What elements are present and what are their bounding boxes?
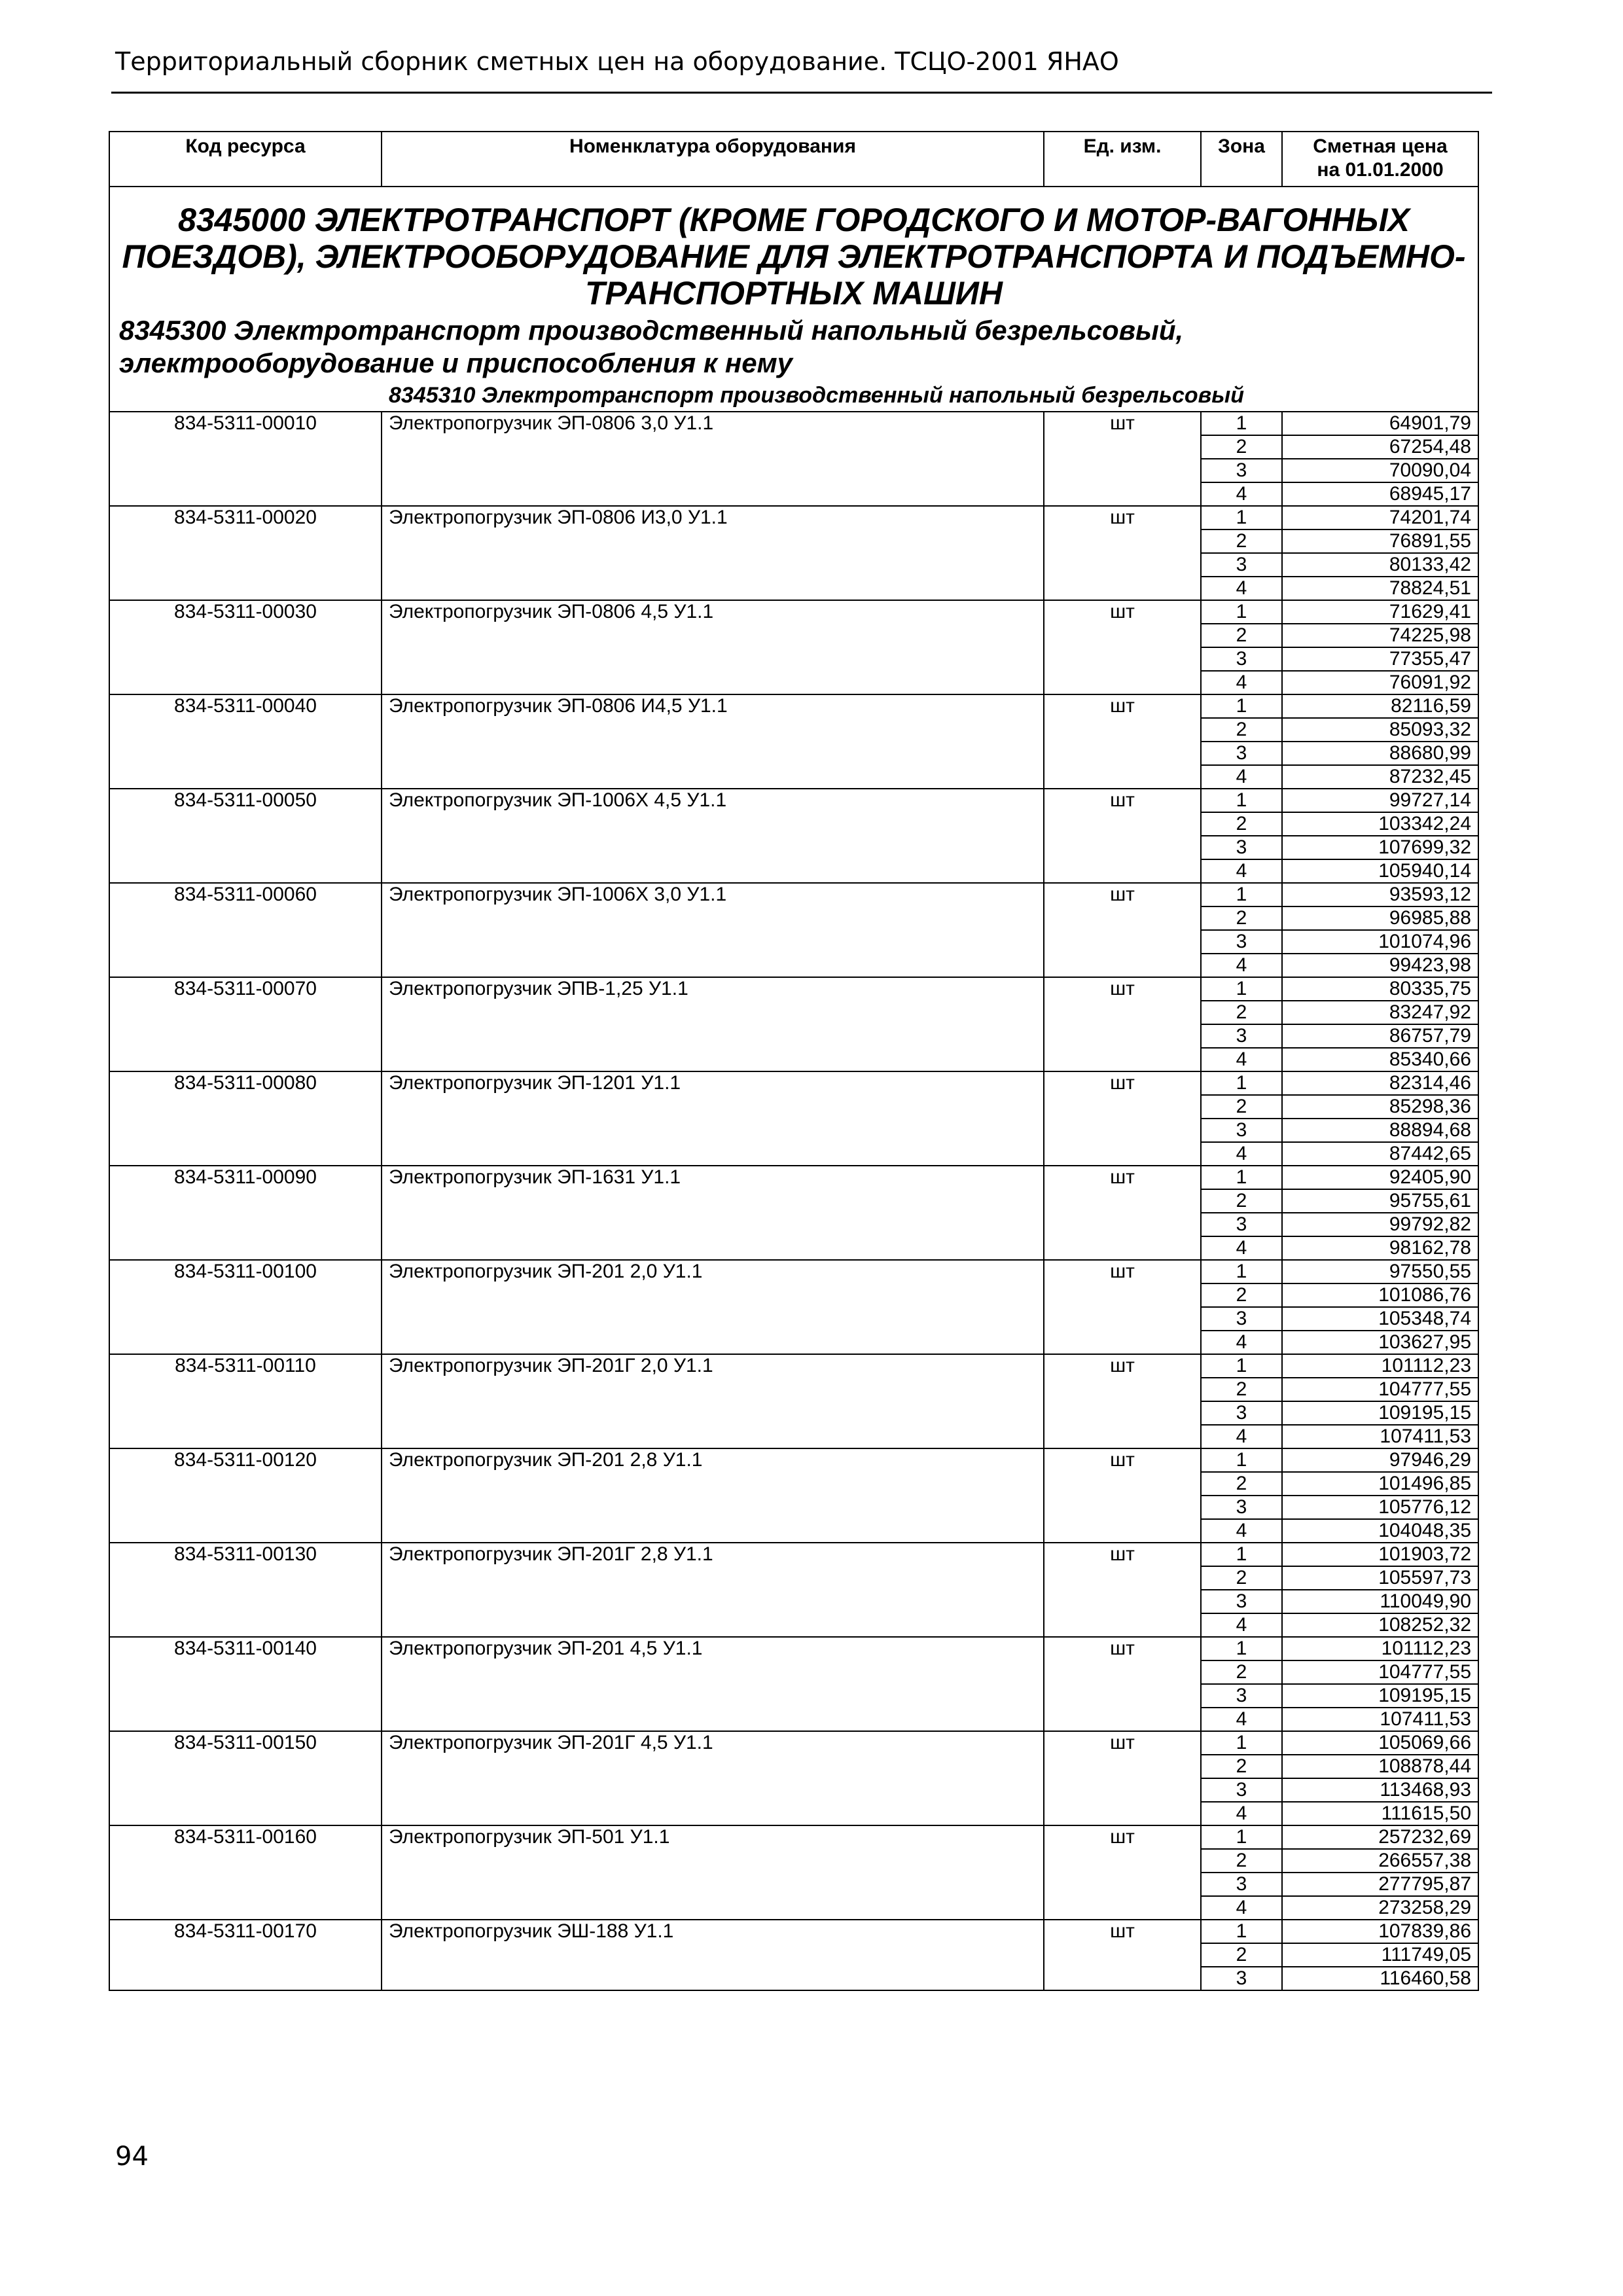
zone-number: 3 (1201, 1590, 1282, 1613)
unit-of-measure: шт (1044, 1260, 1201, 1354)
estimated-price: 93593,12 (1282, 883, 1478, 906)
table-row (109, 694, 1478, 718)
zone-number: 1 (1201, 1071, 1282, 1095)
estimated-price: 109195,15 (1282, 1684, 1478, 1708)
zone-number: 3 (1201, 553, 1282, 577)
estimated-price: 273258,29 (1282, 1896, 1478, 1920)
unit-of-measure: шт (1044, 1825, 1201, 1920)
zone-number: 3 (1201, 930, 1282, 954)
estimated-price: 86757,79 (1282, 1024, 1478, 1048)
estimated-price: 108252,32 (1282, 1613, 1478, 1637)
unit-of-measure: шт (1044, 600, 1201, 694)
subsubsection-row (109, 380, 1478, 412)
table-row (109, 1543, 1478, 1566)
zone-number: 1 (1201, 506, 1282, 529)
zone-number: 4 (1201, 859, 1282, 883)
estimated-price: 71629,41 (1282, 600, 1478, 624)
estimated-price: 74225,98 (1282, 624, 1478, 647)
resource-code: 834-5311-00110 (109, 1354, 382, 1448)
estimated-price: 95755,61 (1282, 1189, 1478, 1213)
estimated-price: 77355,47 (1282, 647, 1478, 671)
estimated-price: 101112,23 (1282, 1637, 1478, 1660)
estimated-price: 101112,23 (1282, 1354, 1478, 1378)
zone-number: 3 (1201, 1401, 1282, 1425)
zone-number: 2 (1201, 1189, 1282, 1213)
zone-number: 3 (1201, 1024, 1282, 1048)
estimated-price: 76091,92 (1282, 671, 1478, 694)
equipment-name: Электропогрузчик ЭП-0806 И3,0 У1.1 (382, 506, 1044, 600)
estimated-price: 96985,88 (1282, 906, 1478, 930)
zone-number: 1 (1201, 600, 1282, 624)
zone-number: 2 (1201, 1566, 1282, 1590)
zone-number: 4 (1201, 1048, 1282, 1071)
zone-number: 3 (1201, 1684, 1282, 1708)
zone-number: 2 (1201, 718, 1282, 742)
header-price-line2: на 01.01.2000 (1317, 159, 1444, 181)
estimated-price: 88680,99 (1282, 742, 1478, 765)
estimated-price: 88894,68 (1282, 1119, 1478, 1142)
estimated-price: 107699,32 (1282, 836, 1478, 859)
equipment-name: Электропогрузчик ЭП-501 У1.1 (382, 1825, 1044, 1920)
zone-number: 2 (1201, 1849, 1282, 1873)
estimated-price: 111615,50 (1282, 1802, 1478, 1825)
header-name: Номенклатура оборудования (382, 132, 1044, 187)
estimated-price: 107411,53 (1282, 1708, 1478, 1731)
table-row (109, 883, 1478, 906)
zone-number: 3 (1201, 1778, 1282, 1802)
estimated-price: 111749,05 (1282, 1943, 1478, 1967)
estimated-price: 103627,95 (1282, 1331, 1478, 1354)
zone-number: 2 (1201, 1001, 1282, 1024)
zone-number: 4 (1201, 671, 1282, 694)
unit-of-measure: шт (1044, 694, 1201, 789)
table-row (109, 506, 1478, 529)
zone-number: 3 (1201, 742, 1282, 765)
zone-number: 4 (1201, 1708, 1282, 1731)
estimated-price: 80133,42 (1282, 553, 1478, 577)
section-row (109, 187, 1478, 314)
unit-of-measure: шт (1044, 1448, 1201, 1543)
resource-code: 834-5311-00040 (109, 694, 382, 789)
table-header (109, 132, 1478, 187)
price-table (109, 131, 1479, 1991)
estimated-price: 87232,45 (1282, 765, 1478, 789)
equipment-name: Электропогрузчик ЭП-1201 У1.1 (382, 1071, 1044, 1166)
resource-code: 834-5311-00130 (109, 1543, 382, 1637)
estimated-price: 277795,87 (1282, 1873, 1478, 1896)
table-row (109, 1731, 1478, 1755)
zone-number: 4 (1201, 765, 1282, 789)
estimated-price: 85298,36 (1282, 1095, 1478, 1119)
zone-number: 4 (1201, 1519, 1282, 1543)
equipment-name: Электропогрузчик ЭП-0806 3,0 У1.1 (382, 412, 1044, 506)
resource-code: 834-5311-00020 (109, 506, 382, 600)
table-row (109, 1920, 1478, 1943)
zone-number: 2 (1201, 1943, 1282, 1967)
zone-number: 1 (1201, 1637, 1282, 1660)
table-row (109, 977, 1478, 1001)
zone-number: 1 (1201, 1260, 1282, 1283)
estimated-price: 108878,44 (1282, 1755, 1478, 1778)
estimated-price: 98162,78 (1282, 1236, 1478, 1260)
zone-number: 1 (1201, 694, 1282, 718)
resource-code: 834-5311-00170 (109, 1920, 382, 1990)
estimated-price: 74201,74 (1282, 506, 1478, 529)
unit-of-measure: шт (1044, 412, 1201, 506)
estimated-price: 82314,46 (1282, 1071, 1478, 1095)
zone-number: 2 (1201, 1660, 1282, 1684)
table-body (109, 187, 1478, 1990)
zone-number: 1 (1201, 789, 1282, 812)
section-title: 8345000 ЭЛЕКТРОТРАНСПОРТ (КРОМЕ ГОРОДСКОГО И МОТОР-ВАГОННЫХ ПОЕЗДОВ), ЭЛЕКТРООБОРУДОВАНИЕ ДЛЯ ЭЛЕКТРОТРАНСПОРТА И ПОДЪЕМНО-ТРАНСПОРТНЫХ МАШИН (109, 187, 1478, 314)
header-zone: Зона (1201, 132, 1282, 187)
zone-number: 4 (1201, 1613, 1282, 1637)
zone-number: 3 (1201, 459, 1282, 482)
zone-number: 3 (1201, 1496, 1282, 1519)
zone-number: 2 (1201, 1755, 1282, 1778)
zone-number: 3 (1201, 836, 1282, 859)
table-row (109, 1166, 1478, 1189)
estimated-price: 70090,04 (1282, 459, 1478, 482)
header-row (109, 132, 1478, 187)
zone-number: 4 (1201, 1331, 1282, 1354)
subsection-title: 8345300 Электротранспорт производственный напольный безрельсовый, электрооборудование и приспособления к нему (109, 314, 1478, 380)
resource-code: 834-5311-00120 (109, 1448, 382, 1543)
estimated-price: 105069,66 (1282, 1731, 1478, 1755)
table-row (109, 1637, 1478, 1660)
unit-of-measure: шт (1044, 1731, 1201, 1825)
zone-number: 4 (1201, 482, 1282, 506)
estimated-price: 104048,35 (1282, 1519, 1478, 1543)
estimated-price: 78824,51 (1282, 577, 1478, 600)
estimated-price: 104777,55 (1282, 1660, 1478, 1684)
estimated-price: 87442,65 (1282, 1142, 1478, 1166)
unit-of-measure: шт (1044, 1166, 1201, 1260)
estimated-price: 82116,59 (1282, 694, 1478, 718)
zone-number: 3 (1201, 1119, 1282, 1142)
resource-code: 834-5311-00030 (109, 600, 382, 694)
equipment-name: Электропогрузчик ЭП-201Г 2,8 У1.1 (382, 1543, 1044, 1637)
estimated-price: 80335,75 (1282, 977, 1478, 1001)
equipment-name: Электропогрузчик ЭПВ-1,25 У1.1 (382, 977, 1044, 1071)
estimated-price: 257232,69 (1282, 1825, 1478, 1849)
zone-number: 2 (1201, 435, 1282, 459)
unit-of-measure: шт (1044, 1920, 1201, 1990)
table-row (109, 1260, 1478, 1283)
equipment-name: Электропогрузчик ЭП-201Г 2,0 У1.1 (382, 1354, 1044, 1448)
estimated-price: 99792,82 (1282, 1213, 1478, 1236)
table-row (109, 789, 1478, 812)
unit-of-measure: шт (1044, 977, 1201, 1071)
equipment-name: Электропогрузчик ЭП-0806 И4,5 У1.1 (382, 694, 1044, 789)
zone-number: 1 (1201, 412, 1282, 435)
header-price (1282, 132, 1478, 187)
header-rule (111, 92, 1492, 94)
unit-of-measure: шт (1044, 883, 1201, 977)
header-price-line1: Сметная цена (1313, 135, 1448, 157)
unit-of-measure: шт (1044, 789, 1201, 883)
resource-code: 834-5311-00150 (109, 1731, 382, 1825)
estimated-price: 92405,90 (1282, 1166, 1478, 1189)
estimated-price: 67254,48 (1282, 435, 1478, 459)
unit-of-measure: шт (1044, 1354, 1201, 1448)
equipment-name: Электропогрузчик ЭП-1006Х 3,0 У1.1 (382, 883, 1044, 977)
estimated-price: 110049,90 (1282, 1590, 1478, 1613)
zone-number: 1 (1201, 1166, 1282, 1189)
zone-number: 4 (1201, 1142, 1282, 1166)
zone-number: 4 (1201, 1896, 1282, 1920)
equipment-name: Электропогрузчик ЭП-201 2,8 У1.1 (382, 1448, 1044, 1543)
subsubsection-title: 8345310 Электротранспорт производственный напольный безрельсовый (109, 380, 1478, 412)
table-row (109, 1071, 1478, 1095)
estimated-price: 101496,85 (1282, 1472, 1478, 1496)
zone-number: 1 (1201, 1448, 1282, 1472)
resource-code: 834-5311-00010 (109, 412, 382, 506)
unit-of-measure: шт (1044, 1071, 1201, 1166)
estimated-price: 85093,32 (1282, 718, 1478, 742)
zone-number: 1 (1201, 1354, 1282, 1378)
unit-of-measure: шт (1044, 1637, 1201, 1731)
estimated-price: 85340,66 (1282, 1048, 1478, 1071)
resource-code: 834-5311-00100 (109, 1260, 382, 1354)
zone-number: 2 (1201, 529, 1282, 553)
zone-number: 1 (1201, 1731, 1282, 1755)
page-number: 94 (115, 2142, 149, 2172)
estimated-price: 68945,17 (1282, 482, 1478, 506)
resource-code: 834-5311-00140 (109, 1637, 382, 1731)
estimated-price: 76891,55 (1282, 529, 1478, 553)
equipment-name: Электропогрузчик ЭП-1006Х 4,5 У1.1 (382, 789, 1044, 883)
header-code: Код ресурса (109, 132, 382, 187)
estimated-price: 103342,24 (1282, 812, 1478, 836)
equipment-name: Электропогрузчик ЭП-201 2,0 У1.1 (382, 1260, 1044, 1354)
estimated-price: 64901,79 (1282, 412, 1478, 435)
zone-number: 3 (1201, 1967, 1282, 1990)
resource-code: 834-5311-00090 (109, 1166, 382, 1260)
zone-number: 2 (1201, 1472, 1282, 1496)
table-row (109, 1825, 1478, 1849)
zone-number: 2 (1201, 812, 1282, 836)
equipment-name: Электропогрузчик ЭП-201 4,5 У1.1 (382, 1637, 1044, 1731)
estimated-price: 104777,55 (1282, 1378, 1478, 1401)
estimated-price: 101074,96 (1282, 930, 1478, 954)
zone-number: 4 (1201, 1802, 1282, 1825)
header-unit: Ед. изм. (1044, 132, 1201, 187)
zone-number: 3 (1201, 1213, 1282, 1236)
estimated-price: 105597,73 (1282, 1566, 1478, 1590)
zone-number: 1 (1201, 883, 1282, 906)
equipment-name: Электропогрузчик ЭП-1631 У1.1 (382, 1166, 1044, 1260)
resource-code: 834-5311-00160 (109, 1825, 382, 1920)
resource-code: 834-5311-00050 (109, 789, 382, 883)
unit-of-measure: шт (1044, 506, 1201, 600)
running-header: Территориальный сборник сметных цен на оборудование. ТСЦО-2001 ЯНАО (115, 47, 1119, 76)
unit-of-measure: шт (1044, 1543, 1201, 1637)
zone-number: 2 (1201, 906, 1282, 930)
resource-code: 834-5311-00060 (109, 883, 382, 977)
estimated-price: 113468,93 (1282, 1778, 1478, 1802)
estimated-price: 116460,58 (1282, 1967, 1478, 1990)
estimated-price: 107839,86 (1282, 1920, 1478, 1943)
table-row (109, 600, 1478, 624)
zone-number: 2 (1201, 624, 1282, 647)
table-row (109, 412, 1478, 435)
zone-number: 4 (1201, 1236, 1282, 1260)
subsection-row (109, 314, 1478, 380)
resource-code: 834-5311-00070 (109, 977, 382, 1071)
estimated-price: 99423,98 (1282, 954, 1478, 977)
estimated-price: 105940,14 (1282, 859, 1478, 883)
estimated-price: 105776,12 (1282, 1496, 1478, 1519)
estimated-price: 101903,72 (1282, 1543, 1478, 1566)
estimated-price: 83247,92 (1282, 1001, 1478, 1024)
equipment-name: Электропогрузчик ЭП-201Г 4,5 У1.1 (382, 1731, 1044, 1825)
zone-number: 1 (1201, 1543, 1282, 1566)
resource-code: 834-5311-00080 (109, 1071, 382, 1166)
equipment-name: Электропогрузчик ЭП-0806 4,5 У1.1 (382, 600, 1044, 694)
zone-number: 1 (1201, 1920, 1282, 1943)
estimated-price: 266557,38 (1282, 1849, 1478, 1873)
zone-number: 1 (1201, 1825, 1282, 1849)
equipment-name: Электропогрузчик ЭШ-188 У1.1 (382, 1920, 1044, 1990)
zone-number: 4 (1201, 954, 1282, 977)
estimated-price: 99727,14 (1282, 789, 1478, 812)
zone-number: 2 (1201, 1378, 1282, 1401)
estimated-price: 109195,15 (1282, 1401, 1478, 1425)
zone-number: 2 (1201, 1283, 1282, 1307)
estimated-price: 97550,55 (1282, 1260, 1478, 1283)
estimated-price: 97946,29 (1282, 1448, 1478, 1472)
table-row (109, 1448, 1478, 1472)
zone-number: 2 (1201, 1095, 1282, 1119)
estimated-price: 105348,74 (1282, 1307, 1478, 1331)
table-row (109, 1354, 1478, 1378)
zone-number: 3 (1201, 647, 1282, 671)
zone-number: 4 (1201, 1425, 1282, 1448)
zone-number: 3 (1201, 1873, 1282, 1896)
zone-number: 1 (1201, 977, 1282, 1001)
zone-number: 4 (1201, 577, 1282, 600)
estimated-price: 101086,76 (1282, 1283, 1478, 1307)
estimated-price: 107411,53 (1282, 1425, 1478, 1448)
zone-number: 3 (1201, 1307, 1282, 1331)
